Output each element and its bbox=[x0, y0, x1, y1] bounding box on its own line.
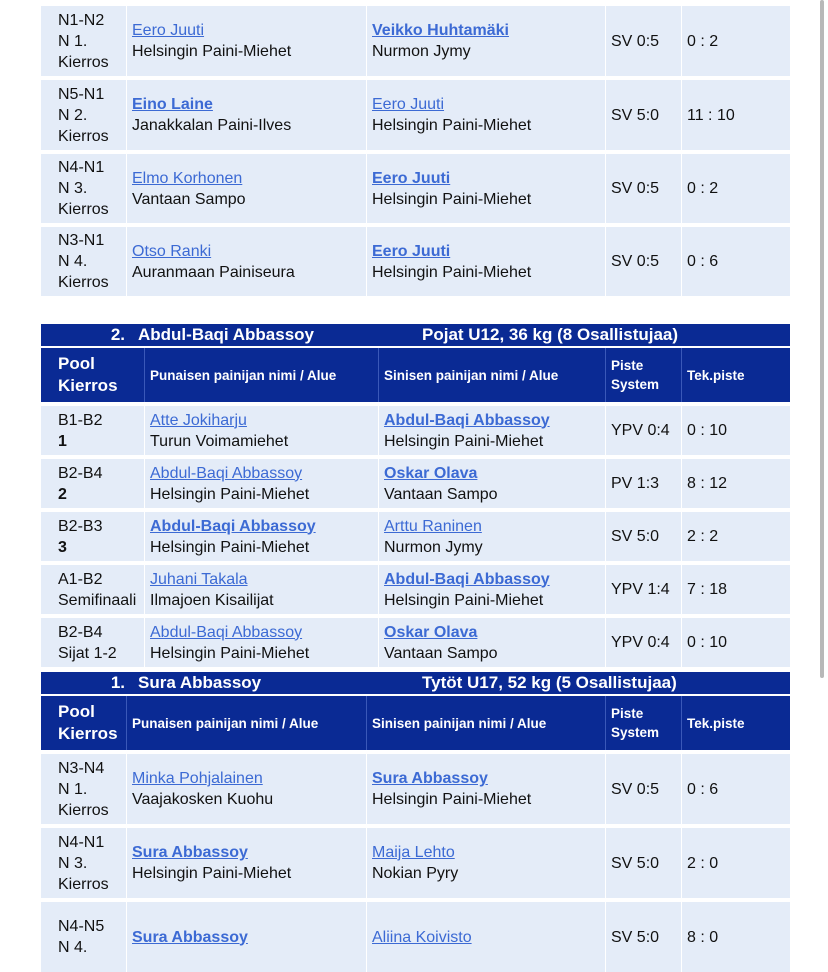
section-banner bbox=[41, 672, 790, 694]
column-divider bbox=[681, 6, 682, 76]
blue-wrestler-link[interactable]: Arttu Raninen bbox=[384, 517, 482, 535]
round-line: Sijat 1-2 bbox=[58, 644, 117, 662]
blue-wrestler-club: Helsingin Paini-Miehet bbox=[372, 117, 532, 134]
category-title: Pojat U12, 36 kg (8 Osallistujaa) bbox=[422, 325, 679, 344]
technical-points: 0 : 10 bbox=[687, 422, 728, 439]
blue-wrestler bbox=[378, 459, 605, 508]
header-blue-wrestler: Sinisen painijan nimi / Alue bbox=[372, 715, 547, 731]
column-divider bbox=[605, 348, 606, 402]
match-row bbox=[41, 828, 790, 898]
column-divider bbox=[126, 828, 127, 898]
category-title: Tytöt U17, 52 kg (5 Osallistujaa) bbox=[422, 673, 677, 692]
header-points-system-text bbox=[611, 356, 659, 394]
header-points-label: Piste bbox=[611, 706, 644, 721]
column-divider bbox=[366, 828, 367, 898]
red-wrestler bbox=[144, 459, 378, 508]
round-line: A1-B2 bbox=[58, 570, 103, 588]
match-row bbox=[41, 406, 790, 455]
match-row bbox=[41, 754, 790, 824]
column-divider bbox=[126, 227, 127, 296]
column-divider bbox=[605, 902, 606, 972]
header-points-label: Piste bbox=[611, 358, 644, 373]
blue-wrestler-link[interactable]: Aliina Koivisto bbox=[372, 928, 472, 946]
technical-points: 0 : 2 bbox=[687, 32, 719, 50]
points-system: SV 0:5 bbox=[611, 780, 660, 798]
match-round bbox=[41, 406, 144, 455]
column-divider bbox=[144, 406, 145, 455]
red-wrestler bbox=[126, 828, 366, 898]
header-round-label: Kierros bbox=[58, 376, 118, 395]
header-technical-points: Tek.piste bbox=[687, 367, 745, 383]
points-system: YPV 0:4 bbox=[611, 422, 670, 439]
column-divider bbox=[681, 618, 682, 667]
blue-wrestler-club: Nurmon Jymy bbox=[384, 538, 483, 556]
column-divider bbox=[681, 754, 682, 824]
wrestler-name-title: Abdul-Baqi Abbassoy bbox=[138, 325, 314, 344]
round-line: Semifinaali bbox=[58, 591, 137, 609]
red-wrestler-link[interactable]: Abdul-Baqi Abbassoy bbox=[150, 623, 303, 641]
header-pool-round bbox=[41, 348, 144, 402]
round-line: B2-B4 bbox=[58, 464, 103, 482]
red-wrestler-link[interactable]: Eino Laine bbox=[132, 96, 213, 113]
round-line: N3-N4 bbox=[58, 759, 105, 777]
blue-wrestler bbox=[366, 154, 605, 223]
red-wrestler bbox=[126, 227, 366, 296]
match-round-text bbox=[58, 569, 136, 611]
red-wrestler bbox=[144, 406, 378, 455]
match-round-text bbox=[58, 230, 109, 293]
red-wrestler-link[interactable]: Abdul-Baqi Abbassoy bbox=[150, 517, 316, 535]
points-system: SV 5:0 bbox=[611, 528, 660, 545]
column-divider bbox=[144, 565, 145, 614]
column-divider bbox=[605, 154, 606, 223]
blue-wrestler bbox=[378, 406, 605, 455]
match-round bbox=[41, 227, 126, 296]
red-wrestler-link[interactable]: Minka Pohjalainen bbox=[132, 770, 263, 787]
column-divider bbox=[126, 80, 127, 150]
match-round bbox=[41, 154, 126, 223]
column-divider bbox=[378, 618, 379, 667]
points-system: SV 0:5 bbox=[611, 32, 660, 50]
match-round-text bbox=[58, 622, 117, 664]
red-wrestler-club: Helsingin Paini-Miehet bbox=[150, 644, 310, 662]
red-wrestler-link[interactable]: Otso Ranki bbox=[132, 242, 212, 260]
header-system-label: System bbox=[611, 725, 660, 740]
wrestler-name-title: Sura Abbassoy bbox=[138, 673, 262, 692]
header-pool-round-text bbox=[58, 701, 118, 745]
technical-points: 8 : 0 bbox=[687, 928, 719, 946]
red-wrestler-club: Vantaan Sampo bbox=[132, 190, 246, 208]
blue-wrestler-link[interactable]: Maija Lehto bbox=[372, 844, 455, 861]
blue-wrestler-link[interactable]: Sura Abbassoy bbox=[372, 770, 488, 787]
match-round-text bbox=[58, 916, 104, 958]
column-divider bbox=[144, 348, 145, 402]
technical-points: 0 : 6 bbox=[687, 780, 719, 798]
match-round bbox=[41, 512, 144, 561]
red-wrestler bbox=[144, 512, 378, 561]
blue-wrestler-club: Vantaan Sampo bbox=[384, 644, 498, 662]
round-line: Kierros bbox=[58, 875, 109, 893]
technical-points: 0 : 2 bbox=[687, 180, 719, 197]
red-wrestler bbox=[126, 80, 366, 150]
round-line: Kierros bbox=[58, 274, 109, 291]
column-divider bbox=[605, 459, 606, 508]
column-divider bbox=[605, 828, 606, 898]
round-line: Kierros bbox=[58, 127, 109, 145]
match-round bbox=[41, 618, 144, 667]
column-divider bbox=[605, 696, 606, 750]
match-row bbox=[41, 154, 790, 223]
points-system: SV 0:5 bbox=[611, 253, 660, 270]
round-line: N 2. bbox=[58, 106, 88, 124]
column-divider bbox=[605, 80, 606, 150]
column-divider bbox=[366, 154, 367, 223]
match-round bbox=[41, 902, 126, 972]
match-round-text bbox=[58, 516, 102, 558]
blue-wrestler-club: Helsingin Paini-Miehet bbox=[384, 432, 544, 450]
table-header bbox=[41, 694, 790, 750]
blue-wrestler-link[interactable]: Eero Juuti bbox=[372, 169, 451, 187]
column-divider bbox=[126, 6, 127, 76]
blue-wrestler bbox=[378, 565, 605, 614]
column-divider bbox=[681, 696, 682, 750]
points-system: SV 0:5 bbox=[611, 180, 660, 197]
match-round bbox=[41, 6, 126, 76]
match-round-text bbox=[58, 410, 102, 452]
match-round bbox=[41, 565, 144, 614]
match-round-text bbox=[58, 84, 109, 147]
column-divider bbox=[378, 512, 379, 561]
column-divider bbox=[126, 154, 127, 223]
match-row bbox=[41, 902, 790, 972]
column-divider bbox=[605, 406, 606, 455]
column-divider bbox=[605, 227, 606, 296]
red-wrestler bbox=[126, 754, 366, 824]
blue-wrestler-club: Helsingin Paini-Miehet bbox=[372, 263, 532, 281]
column-divider bbox=[366, 754, 367, 824]
red-wrestler-club: Auranmaan Painiseura bbox=[132, 263, 295, 281]
round-line: 2 bbox=[58, 485, 67, 503]
header-system-label: System bbox=[611, 377, 660, 392]
round-line: N5-N1 bbox=[58, 85, 105, 103]
round-line: B2-B3 bbox=[58, 517, 103, 535]
round-line: N1-N2 bbox=[58, 11, 105, 29]
column-divider bbox=[681, 512, 682, 561]
round-line: N 4. bbox=[58, 253, 88, 270]
column-divider bbox=[366, 696, 367, 750]
column-divider bbox=[378, 459, 379, 508]
round-line: Kierros bbox=[58, 201, 109, 218]
match-row bbox=[41, 618, 790, 667]
round-line: N4-N1 bbox=[58, 159, 105, 176]
column-divider bbox=[378, 565, 379, 614]
match-round bbox=[41, 80, 126, 150]
match-round bbox=[41, 828, 126, 898]
column-divider bbox=[144, 459, 145, 508]
match-row bbox=[41, 227, 790, 296]
table-header bbox=[41, 346, 790, 402]
column-divider bbox=[681, 406, 682, 455]
match-row bbox=[41, 565, 790, 614]
blue-wrestler-club: Nokian Pyry bbox=[372, 865, 459, 882]
match-round bbox=[41, 459, 144, 508]
red-wrestler-link[interactable]: Elmo Korhonen bbox=[132, 169, 243, 187]
red-wrestler bbox=[144, 565, 378, 614]
match-round-text bbox=[58, 832, 109, 895]
red-wrestler-club: Helsingin Paini-Miehet bbox=[150, 485, 310, 503]
column-divider bbox=[605, 565, 606, 614]
column-divider bbox=[378, 348, 379, 402]
round-line: N4-N5 bbox=[58, 918, 105, 935]
blue-wrestler bbox=[366, 828, 605, 898]
points-system: YPV 0:4 bbox=[611, 634, 670, 651]
blue-wrestler bbox=[366, 754, 605, 824]
blue-wrestler-club: Helsingin Paini-Miehet bbox=[372, 190, 532, 208]
red-wrestler bbox=[126, 902, 366, 972]
column-divider bbox=[681, 227, 682, 296]
round-line: N 4. bbox=[58, 939, 88, 956]
blue-wrestler-club: Vantaan Sampo bbox=[384, 485, 498, 503]
page-scrollbar[interactable] bbox=[820, 0, 824, 678]
points-system: YPV 1:4 bbox=[611, 581, 670, 598]
round-line: N 3. bbox=[58, 854, 88, 872]
placement-number: 2. bbox=[110, 325, 125, 344]
red-wrestler-club: Helsingin Paini-Miehet bbox=[132, 43, 292, 60]
column-divider bbox=[366, 227, 367, 296]
red-wrestler-link[interactable]: Sura Abbassoy bbox=[132, 928, 248, 946]
match-round-text bbox=[58, 157, 109, 220]
blue-wrestler-club: Nurmon Jymy bbox=[372, 43, 471, 60]
match-row bbox=[41, 512, 790, 561]
header-round-label: Kierros bbox=[58, 724, 118, 743]
column-divider bbox=[126, 754, 127, 824]
red-wrestler-link[interactable]: Abdul-Baqi Abbassoy bbox=[150, 464, 303, 482]
header-points-system-text bbox=[611, 704, 659, 742]
column-divider bbox=[681, 348, 682, 402]
blue-wrestler bbox=[378, 618, 605, 667]
match-row bbox=[41, 459, 790, 508]
blue-wrestler-link[interactable]: Veikko Huhtamäki bbox=[372, 22, 509, 39]
round-line: N 1. bbox=[58, 32, 88, 50]
match-row bbox=[41, 6, 790, 76]
round-line: N 1. bbox=[58, 780, 88, 798]
technical-points: 0 : 10 bbox=[687, 634, 728, 651]
blue-wrestler bbox=[366, 227, 605, 296]
results-section bbox=[41, 672, 790, 972]
blue-wrestler bbox=[366, 6, 605, 76]
column-divider bbox=[366, 902, 367, 972]
header-pool-round-text bbox=[58, 353, 118, 397]
match-round-text bbox=[58, 10, 109, 73]
column-divider bbox=[681, 902, 682, 972]
column-divider bbox=[605, 754, 606, 824]
column-divider bbox=[126, 902, 127, 972]
red-wrestler-club: Helsingin Paini-Miehet bbox=[150, 538, 310, 556]
blue-wrestler-link[interactable]: Oskar Olava bbox=[384, 623, 478, 641]
section-banner bbox=[41, 324, 790, 346]
red-wrestler-club: Ilmajoen Kisailijat bbox=[150, 591, 274, 609]
red-wrestler bbox=[126, 6, 366, 76]
column-divider bbox=[681, 828, 682, 898]
red-wrestler bbox=[144, 618, 378, 667]
technical-points: 2 : 2 bbox=[687, 528, 719, 545]
column-divider bbox=[378, 406, 379, 455]
header-red-wrestler: Punaisen painijan nimi / Alue bbox=[132, 715, 319, 731]
red-wrestler-link[interactable]: Atte Jokiharju bbox=[150, 411, 247, 429]
header-pool-round bbox=[41, 696, 126, 750]
column-divider bbox=[366, 80, 367, 150]
column-divider bbox=[681, 154, 682, 223]
red-wrestler-club: Helsingin Paini-Miehet bbox=[132, 865, 292, 882]
red-wrestler-link[interactable]: Juhani Takala bbox=[150, 570, 248, 588]
results-section bbox=[41, 0, 790, 296]
technical-points: 7 : 18 bbox=[687, 581, 728, 598]
column-divider bbox=[605, 6, 606, 76]
red-wrestler bbox=[126, 154, 366, 223]
red-wrestler-link[interactable]: Eero Juuti bbox=[132, 22, 205, 39]
column-divider bbox=[681, 565, 682, 614]
match-round-text bbox=[58, 463, 102, 505]
round-line: N3-N1 bbox=[58, 232, 105, 249]
header-red-wrestler: Punaisen painijan nimi / Alue bbox=[150, 367, 337, 383]
blue-wrestler-link[interactable]: Eero Juuti bbox=[372, 242, 451, 260]
header-technical-points: Tek.piste bbox=[687, 715, 745, 731]
round-line: N 3. bbox=[58, 180, 88, 197]
technical-points: 2 : 0 bbox=[687, 854, 719, 872]
red-wrestler-link[interactable]: Sura Abbassoy bbox=[132, 844, 248, 861]
blue-wrestler bbox=[366, 80, 605, 150]
blue-wrestler-club: Helsingin Paini-Miehet bbox=[372, 791, 532, 808]
round-line: Kierros bbox=[58, 53, 109, 71]
red-wrestler-club: Janakkalan Paini-Ilves bbox=[132, 117, 292, 134]
column-divider bbox=[681, 459, 682, 508]
red-wrestler-club: Turun Voimamiehet bbox=[150, 432, 289, 450]
blue-wrestler-club: Helsingin Paini-Miehet bbox=[384, 591, 544, 609]
blue-wrestler bbox=[366, 902, 605, 972]
technical-points: 8 : 12 bbox=[687, 475, 728, 492]
round-line: Kierros bbox=[58, 801, 109, 819]
points-system: PV 1:3 bbox=[611, 475, 660, 492]
blue-wrestler-link[interactable]: Eero Juuti bbox=[372, 96, 445, 113]
header-blue-wrestler: Sinisen painijan nimi / Alue bbox=[384, 367, 559, 383]
header-pool-label: Pool bbox=[58, 354, 95, 373]
column-divider bbox=[681, 80, 682, 150]
match-row bbox=[41, 80, 790, 150]
column-divider bbox=[605, 512, 606, 561]
header-points-system bbox=[605, 696, 681, 750]
round-line: 1 bbox=[58, 432, 67, 450]
points-system: SV 5:0 bbox=[611, 854, 660, 872]
column-divider bbox=[144, 512, 145, 561]
match-round-text bbox=[58, 758, 109, 821]
points-system: SV 5:0 bbox=[611, 928, 660, 946]
points-system: SV 5:0 bbox=[611, 106, 660, 124]
placement-number: 1. bbox=[110, 673, 125, 692]
column-divider bbox=[144, 618, 145, 667]
round-line: B2-B4 bbox=[58, 623, 103, 641]
match-round bbox=[41, 754, 126, 824]
technical-points: 11 : 10 bbox=[687, 106, 735, 124]
blue-wrestler-link[interactable]: Oskar Olava bbox=[384, 464, 478, 482]
red-wrestler-club: Vaajakosken Kuohu bbox=[132, 791, 274, 808]
column-divider bbox=[366, 6, 367, 76]
header-pool-label: Pool bbox=[58, 702, 95, 721]
round-line: N4-N1 bbox=[58, 833, 105, 851]
blue-wrestler-link[interactable]: Abdul-Baqi Abbassoy bbox=[384, 411, 550, 429]
technical-points: 0 : 6 bbox=[687, 253, 719, 270]
column-divider bbox=[605, 618, 606, 667]
header-points-system bbox=[605, 348, 681, 402]
results-section bbox=[41, 324, 790, 667]
column-divider bbox=[126, 696, 127, 750]
round-line: B1-B2 bbox=[58, 411, 103, 429]
blue-wrestler-link[interactable]: Abdul-Baqi Abbassoy bbox=[384, 570, 550, 588]
blue-wrestler bbox=[378, 512, 605, 561]
round-line: 3 bbox=[58, 538, 67, 556]
